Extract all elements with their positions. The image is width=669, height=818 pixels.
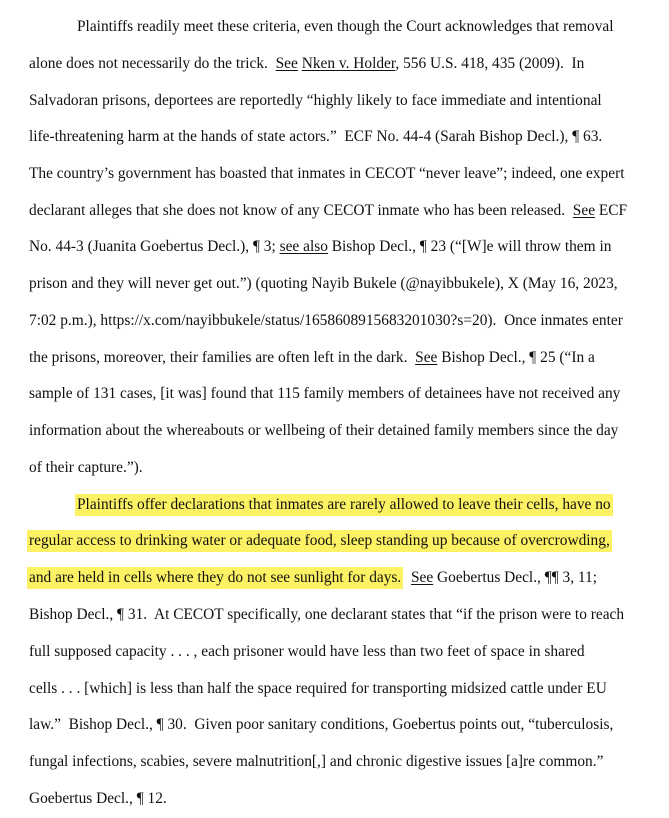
text-line <box>29 458 143 478</box>
text-span: full supposed capacity . . . , each prisoner would have less than two feet of space in shared <box>29 643 585 660</box>
highlighted-text: Plaintiffs offer declarations that inmates are rarely allowed to leave their cells, have no <box>75 494 613 516</box>
text-span: Plaintiffs readily meet these criteria, even though the Court acknowledges that removal <box>77 18 614 35</box>
text-span: prison and they will never get out.”) (quoting Nayib Bukele (@nayibbukele), X (May 16, 2023, <box>29 275 618 292</box>
text-line <box>29 164 625 184</box>
citation-signal: See <box>415 349 438 366</box>
text-line <box>29 348 595 368</box>
text-line <box>29 91 602 111</box>
text-line <box>29 237 611 257</box>
text-span: No. 44-3 (Juanita Goebertus Decl.), ¶ 3; <box>29 238 280 255</box>
citation-signal: See <box>275 55 298 72</box>
text-span: fungal infections, scabies, severe malnutrition[,] and chronic digestive issues [a]re common.” <box>29 753 604 770</box>
text-span: Bishop Decl., ¶ 31. At CECOT specifically, one declarant states that “if the prison were to reach <box>29 606 625 623</box>
text-span: alone does not necessarily do the trick. <box>29 55 276 72</box>
text-span: information about the whereabouts or wellbeing of their detained family members since the day <box>29 422 619 439</box>
text-line <box>29 54 584 74</box>
text-line <box>29 605 624 625</box>
text-span: the prisons, moreover, their families are often left in the dark. <box>29 349 416 366</box>
text-span: Bishop Decl., ¶ 25 (“In a <box>437 349 595 366</box>
text-span: Bishop Decl., ¶ 23 (“[W]e will throw them in <box>327 238 612 255</box>
text-line <box>29 201 627 221</box>
text-line <box>29 568 597 588</box>
text-span: ECF <box>595 202 628 219</box>
text-span: , 556 U.S. 418, 435 (2009). In <box>395 55 585 72</box>
text-line <box>29 531 612 551</box>
text-span: 7:02 p.m.), https://x.com/nayibbukele/status/1658608915683201030?s=20). Once inmates enter <box>29 312 623 329</box>
text-span: cells . . . [which] is less than half the space required for transporting midsized cattle under EU <box>29 680 607 697</box>
text-line <box>29 274 618 294</box>
text-line <box>29 384 620 404</box>
text-line <box>29 679 607 699</box>
text-line <box>77 495 613 515</box>
text-line <box>29 752 603 772</box>
text-line <box>29 311 623 331</box>
text-span: sample of 131 cases, [it was] found that 115 family members of detainees have not received any <box>29 385 621 402</box>
text-span: life-threatening harm at the hands of state actors.” ECF No. 44-4 (Sarah Bishop Decl.), ¶ 63. <box>29 128 603 145</box>
text-span: Salvadoran prisons, deportees are reportedly “highly likely to face immediate and intentional <box>29 92 602 109</box>
text-span: The country’s government has boasted that inmates in CECOT “never leave”; indeed, one expert <box>29 165 625 182</box>
case-name: Nken v. Holder <box>301 55 396 72</box>
text-span: of their capture.”). <box>29 459 143 476</box>
text-line <box>29 715 613 735</box>
citation-signal: See <box>410 569 434 586</box>
text-span: Goebertus Decl., ¶¶ 3, 11; <box>433 569 598 586</box>
text-line <box>29 642 585 662</box>
text-line <box>29 127 602 147</box>
text-span: declarant alleges that she does not know of any CECOT inmate who has been released. <box>29 202 573 219</box>
text-line <box>77 17 614 37</box>
text-span: Goebertus Decl., ¶ 12. <box>29 790 167 807</box>
citation-signal: See <box>572 202 596 219</box>
text-span: law.” Bishop Decl., ¶ 30. Given poor sanitary conditions, Goebertus points out, “tuberculosis, <box>29 716 614 733</box>
text-span <box>403 569 411 586</box>
text-line <box>29 421 618 441</box>
citation-signal: see also <box>279 238 328 255</box>
highlighted-text: and are held in cells where they do not see sunlight for days. <box>27 567 403 589</box>
text-line <box>29 789 167 809</box>
highlighted-text: regular access to drinking water or adequate food, sleep standing up because of overcrowding, <box>27 530 612 552</box>
